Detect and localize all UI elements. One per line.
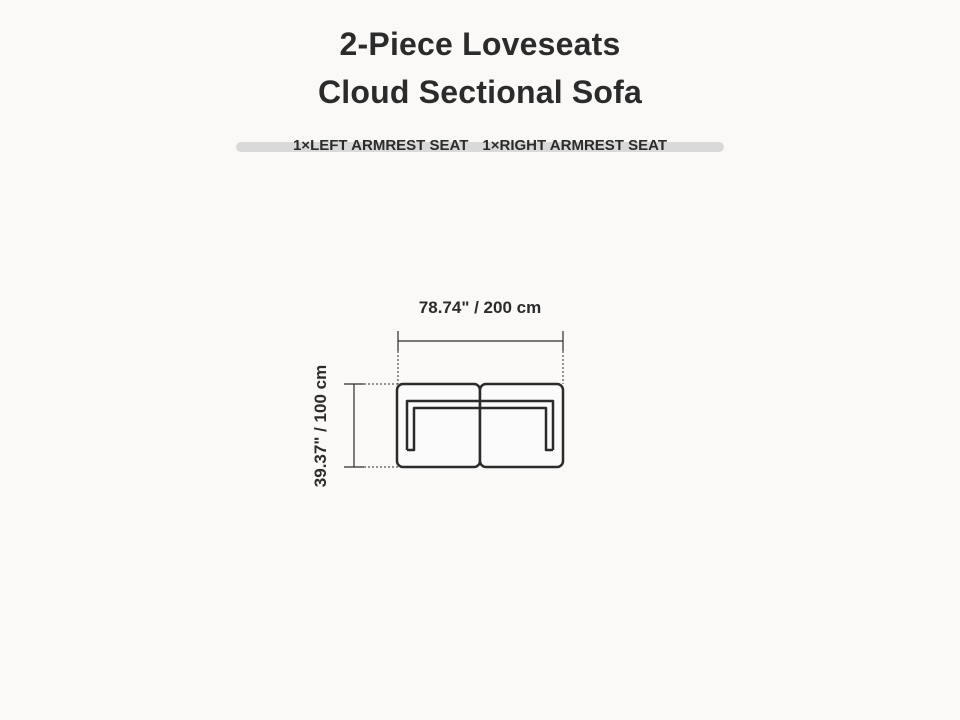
width-dimension-label: 78.74" / 200 cm (418, 298, 542, 317)
right-armrest-seat-label: 1×RIGHT ARMREST SEAT (482, 137, 668, 154)
depth-dimension-label: 39.37" / 100 cm (311, 364, 330, 488)
title-line-1: 2-Piece Loveseats (339, 26, 621, 62)
left-armrest-seat (397, 384, 480, 467)
right-armrest-seat (480, 384, 563, 467)
depth-dimension-line (344, 384, 398, 467)
left-armrest-seat-label: 1×LEFT ARMREST SEAT (292, 137, 469, 154)
width-dimension-line (398, 331, 563, 384)
title-line-2: Cloud Sectional Sofa (317, 74, 643, 110)
